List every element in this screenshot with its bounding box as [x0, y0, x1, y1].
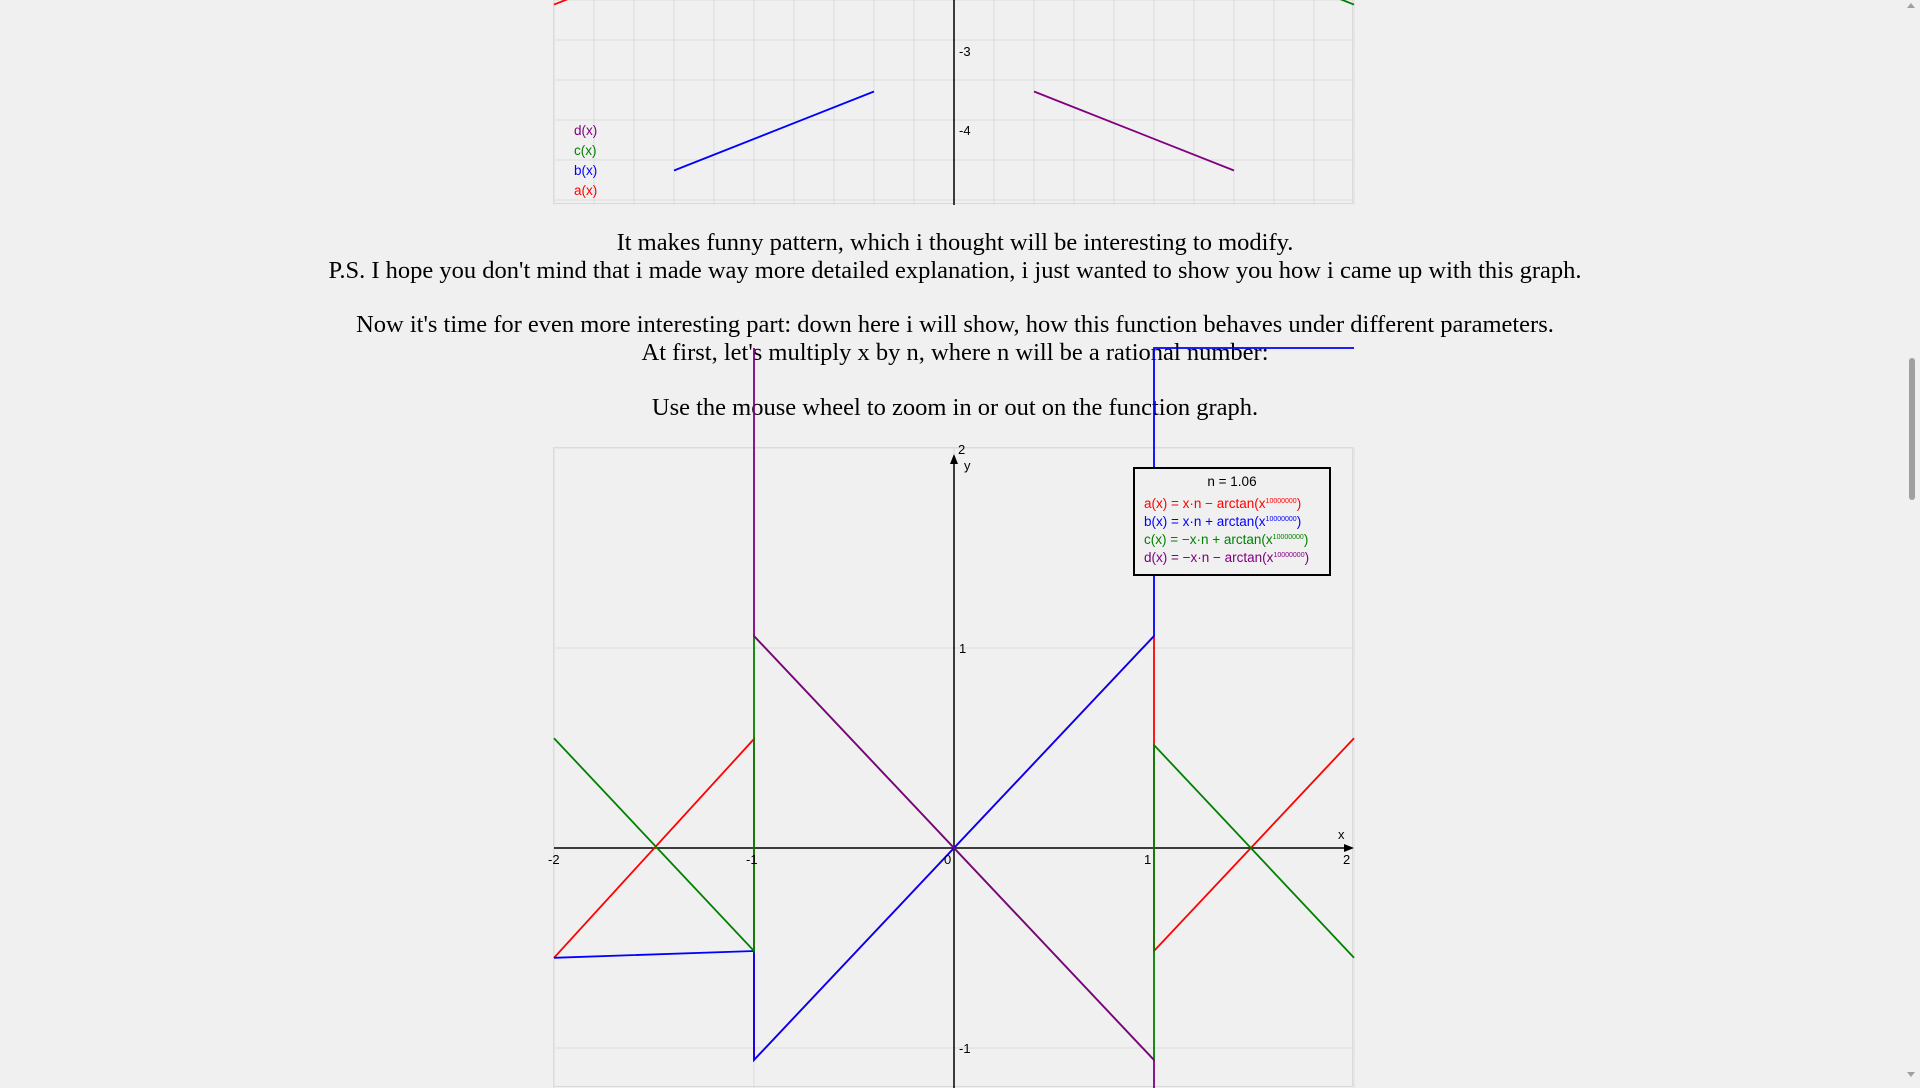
- y-tick-label: 2: [958, 442, 966, 457]
- series-line-dx: [1034, 92, 1234, 171]
- legend-formula: a(x) = x·n − arctan(x: [1144, 496, 1266, 511]
- top-y-tick-label: -4: [959, 123, 971, 138]
- legend-formula: d(x) = −x·n − arctan(x: [1144, 550, 1274, 565]
- legend-formula: b(x) = x·n + arctan(x: [1144, 514, 1266, 529]
- x-axis-name: x: [1338, 827, 1345, 842]
- function-legend: [1133, 467, 1331, 576]
- function-label-d: d(x): [574, 123, 598, 138]
- y-tick-label: 1: [959, 641, 967, 656]
- top-function-graph[interactable]: [553, 0, 1353, 204]
- y-axis-arrow: [950, 454, 958, 464]
- series-line-bx: [674, 92, 874, 171]
- legend-exponent: 10000000: [1273, 552, 1305, 559]
- legend-formula-end: ): [1296, 514, 1302, 529]
- y-axis-name: y: [964, 458, 971, 473]
- scroll-down-arrow-icon[interactable]: [1907, 1072, 1915, 1077]
- paragraph-zoom-hint: Use the mouse wheel to zoom in or out on the function graph.: [651, 394, 1259, 421]
- function-label-c: c(x): [574, 143, 597, 158]
- legend-formula: c(x) = −x·n + arctan(x: [1144, 532, 1273, 547]
- y-tick-label: -1: [959, 1041, 971, 1056]
- top-y-tick-label: -3: [959, 44, 971, 59]
- x-axis-arrow: [1344, 844, 1354, 852]
- legend-exponent: 10000000: [1265, 498, 1297, 505]
- x-tick-label: 1: [1144, 852, 1152, 867]
- legend-title: n = 1.06: [1207, 474, 1257, 489]
- legend-row-a: [1135, 493, 1329, 511]
- paragraph-interesting-part: Now it's time for even more interesting part: down here i will show, how this function behaves under different parameters.: [356, 311, 1554, 338]
- paragraph-ps-note: P.S. I hope you don't mind that i made way more detailed explanation, i just wanted to show you how i came up with this graph.: [328, 257, 1582, 284]
- legend-row-d: [1135, 547, 1329, 565]
- x-tick-label: 2: [1343, 852, 1351, 867]
- legend-row-b: [1135, 511, 1329, 529]
- main-function-graph[interactable]: [548, 442, 1353, 1087]
- legend-exponent: 10000000: [1272, 534, 1304, 541]
- function-label-a: a(x): [574, 183, 598, 198]
- function-label-b: b(x): [574, 163, 598, 178]
- x-tick-label: -1: [746, 852, 758, 867]
- scrollbar-thumb[interactable]: [1909, 358, 1915, 500]
- paragraph-funny-pattern: It makes funny pattern, which i thought will be interesting to modify.: [616, 229, 1294, 256]
- scroll-up-arrow-icon[interactable]: [1907, 3, 1915, 8]
- legend-exponent: 10000000: [1265, 516, 1297, 523]
- legend-row-c: [1135, 529, 1329, 547]
- legend-formula-end: ): [1304, 550, 1310, 565]
- x-tick-label: -2: [548, 852, 560, 867]
- legend-formula-end: ): [1296, 496, 1302, 511]
- x-tick-label: 0: [944, 852, 952, 867]
- legend-formula-end: ): [1303, 532, 1309, 547]
- page-scrollbar[interactable]: [1903, 0, 1920, 1080]
- top-graph-plot: [554, 0, 1354, 205]
- paragraph-multiply-x: At first, let's multiply x by n, where n will be a rational number:: [641, 339, 1269, 366]
